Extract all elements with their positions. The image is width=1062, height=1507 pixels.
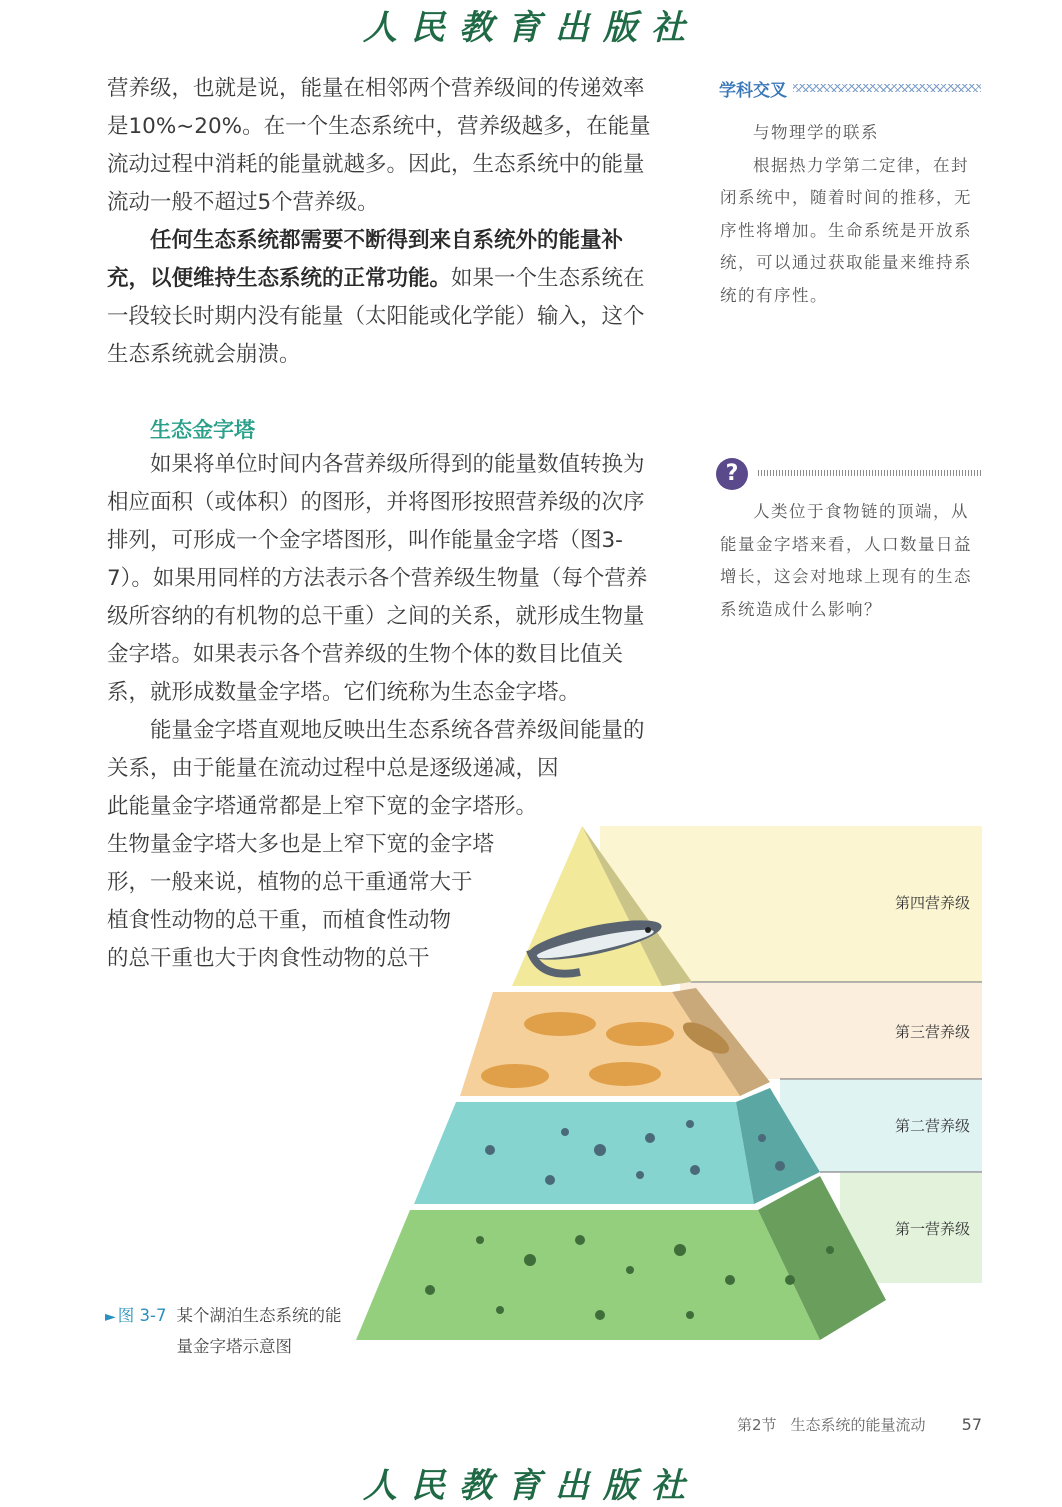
xueke-subtitle: 与物理学的联系 bbox=[753, 123, 879, 142]
paragraph-2 bbox=[107, 222, 662, 374]
paragraph-4-line-7: 的总干重也大于肉食性动物的总干 bbox=[107, 946, 430, 971]
page-footer bbox=[737, 1414, 982, 1435]
caption-text: 某个湖泊生态系统的能量金字塔示意图 bbox=[176, 1306, 342, 1356]
paragraph-3: 如果将单位时间内各营养级所得到的能量数值转换为相应面积（或体积）的图形，并将图形按照营养级的次序排列，可形成一个金字塔图形，叫作能量金字塔（图3-7）。如果用同样的方法表示各个营养级生物量（每个营养级所容纳的有机物的总干重）之间的关系，就形成生物量金字塔。如果表示各个营养级的生物个体的数目比值关系，就形成数量金字塔。它们统称为生态金字塔。 bbox=[107, 452, 648, 705]
figure-caption bbox=[105, 1300, 365, 1362]
paragraph-1: 营养级，也就是说，能量在相邻两个营养级间的传递效率是10%~20%。在一个生态系统中，营养级越多，在能量流动过程中消耗的能量就越多。因此，生态系统中的能量流动一般不超过5个营养级。 bbox=[107, 76, 651, 215]
pyramid-level-2-front bbox=[414, 1102, 754, 1204]
footer-section-title: 生态系统的能量流动 bbox=[790, 1416, 926, 1434]
xueke-pattern-decoration bbox=[793, 84, 981, 92]
section-title: 生态金字塔 bbox=[150, 418, 255, 442]
paragraph-2-rest: 如果一个生态系统在一段较长时期内没有能量（太阳能或化学能）输入，这个生态系统就会崩溃。 bbox=[107, 266, 645, 367]
question-box bbox=[720, 496, 982, 626]
main-text-top bbox=[107, 70, 662, 374]
xueke-text: 根据热力学第二定律，在封闭系统中，随着时间的推移，无序性将增加。生命系统是开放系统，可以通过获取能量来维持系统的有序性。 bbox=[720, 155, 972, 305]
paragraph-4-line-4: 生物量金字塔大多也是上窄下宽的金字塔 bbox=[107, 832, 495, 857]
paragraph-2-bold: 任何生态系统都需要不断得到来自系统外的能量补充，以便维持生态系统的正常功能。 bbox=[107, 228, 624, 291]
label-level-2: 第二营养级 bbox=[894, 1117, 970, 1135]
question-text: 人类位于食物链的顶端，从能量金字塔来看，人口数量日益增长，这会对地球上现有的生态系统造成什么影响？ bbox=[720, 502, 972, 619]
paragraph-4-line-2: 关系，由于能量在流动过程中总是逐级递减，因 bbox=[107, 756, 559, 781]
question-divider bbox=[758, 470, 982, 476]
pyramid-level-1-front bbox=[356, 1210, 820, 1340]
xueke-header bbox=[719, 76, 983, 100]
footer-section: 第2节 bbox=[737, 1416, 777, 1434]
energy-pyramid-figure bbox=[350, 820, 990, 1350]
paragraph-4-line-1: 能量金字塔直观地反映出生态系统各营养级间能量的 bbox=[150, 718, 645, 743]
label-level-4: 第四营养级 bbox=[894, 894, 970, 912]
label-level-1: 第一营养级 bbox=[894, 1220, 970, 1238]
paragraph-4-line-6: 植食性动物的总干重，而植食性动物 bbox=[107, 908, 452, 933]
xueke-title: 学科交叉 bbox=[719, 81, 787, 101]
label-level-3: 第三营养级 bbox=[894, 1023, 970, 1041]
paragraph-4-line-5: 形，一般来说，植物的总干重通常大于 bbox=[107, 870, 473, 895]
page-number: 57 bbox=[961, 1415, 982, 1434]
question-icon: ? bbox=[716, 458, 748, 490]
xueke-box bbox=[720, 117, 982, 312]
caption-marker-icon: ► bbox=[105, 1309, 116, 1325]
publisher-watermark-top: 人民教育出版社 bbox=[363, 8, 699, 48]
publisher-watermark-bottom: 人民教育出版社 bbox=[363, 1466, 699, 1506]
paragraph-4-line-3: 此能量金字塔通常都是上窄下宽的金字塔形。 bbox=[107, 794, 538, 819]
caption-number: 图 3-7 bbox=[117, 1306, 167, 1325]
